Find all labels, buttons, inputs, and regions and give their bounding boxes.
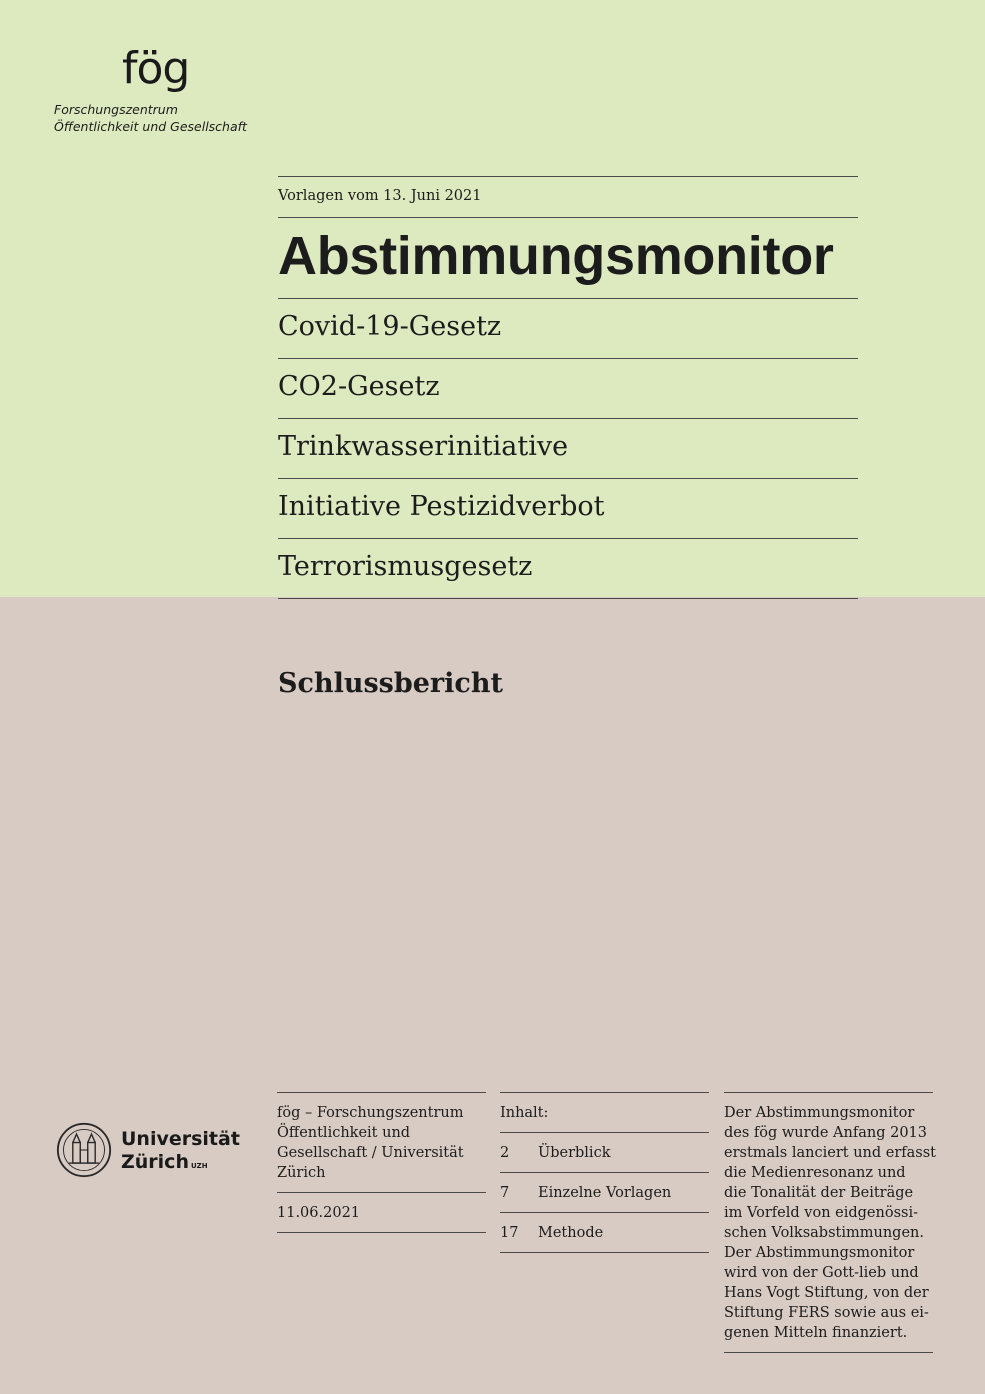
contents-heading: Inhalt:: [500, 1093, 709, 1133]
about-line: Hans Vogt Stiftung, von der: [724, 1285, 929, 1301]
vorlage-item: Trinkwasserinitiative: [278, 418, 858, 478]
contents-label: Überblick: [538, 1145, 611, 1161]
about-line: wird von der Gott-lieb und: [724, 1265, 919, 1281]
uzh-mark: UZH: [190, 1162, 208, 1170]
logo-subtitle-line2: Öffentlichkeit und Gesellschaft: [54, 119, 247, 134]
about-line: die Medienresonanz und: [724, 1165, 906, 1181]
contents-page: 7: [500, 1185, 510, 1201]
uzh-seal-icon: [56, 1122, 112, 1178]
contents-label: Methode: [538, 1225, 604, 1241]
vorlage-item: Terrorismusgesetz: [278, 538, 858, 599]
university-name: [121, 1128, 240, 1174]
about-line: erstmals lanciert und erfasst: [724, 1145, 936, 1161]
logo-wordmark: fög: [122, 43, 190, 94]
about-line: die Tonalität der Beiträge: [724, 1185, 914, 1201]
logo-subtitle-line1: Forschungszentrum: [54, 102, 178, 117]
contents-item[interactable]: [500, 1133, 709, 1173]
about-column: [724, 1092, 936, 1353]
address-line: fög – Forschungszentrum: [277, 1105, 464, 1121]
publication-date: 11.06.2021: [277, 1193, 486, 1233]
contents-label: Einzelne Vorlagen: [538, 1185, 672, 1201]
about-line: des fög wurde Anfang 2013: [724, 1125, 928, 1141]
vorlage-item: Covid-19-Gesetz: [278, 298, 858, 358]
vote-date-line: Vorlagen vom 13. Juni 2021: [278, 176, 858, 217]
university-line2: Zürich: [121, 1151, 189, 1173]
publisher-column: [277, 1092, 486, 1233]
address-line: Gesellschaft / Universität: [277, 1145, 464, 1161]
page-title: Abstimmungsmonitor: [278, 217, 858, 298]
about-line: genen Mitteln finanziert.: [724, 1325, 908, 1341]
address-line: Zürich: [277, 1165, 326, 1181]
contents-item[interactable]: [500, 1213, 709, 1253]
about-line: im Vorfeld von eidgenössi-: [724, 1205, 918, 1221]
title-block: [278, 176, 858, 599]
about-text: [724, 1093, 936, 1353]
report-type: Schlussbericht: [278, 668, 503, 699]
publisher-address: [277, 1093, 486, 1193]
university-line1: Universität: [121, 1128, 240, 1150]
about-line: schen Volksabstimmungen.: [724, 1225, 924, 1241]
contents-page: 2: [500, 1145, 510, 1161]
address-line: Öffentlichkeit und: [277, 1125, 411, 1141]
vorlage-item: CO2-Gesetz: [278, 358, 858, 418]
about-line: Stiftung FERS sowie aus ei-: [724, 1305, 929, 1321]
contents-column: [500, 1092, 709, 1253]
about-line: Der Abstimmungsmonitor: [724, 1245, 915, 1261]
contents-page: 17: [500, 1225, 519, 1241]
about-line: Der Abstimmungsmonitor: [724, 1105, 915, 1121]
logo-subtitle: [54, 101, 274, 135]
vorlage-item: Initiative Pestizidverbot: [278, 478, 858, 538]
contents-item[interactable]: [500, 1173, 709, 1213]
